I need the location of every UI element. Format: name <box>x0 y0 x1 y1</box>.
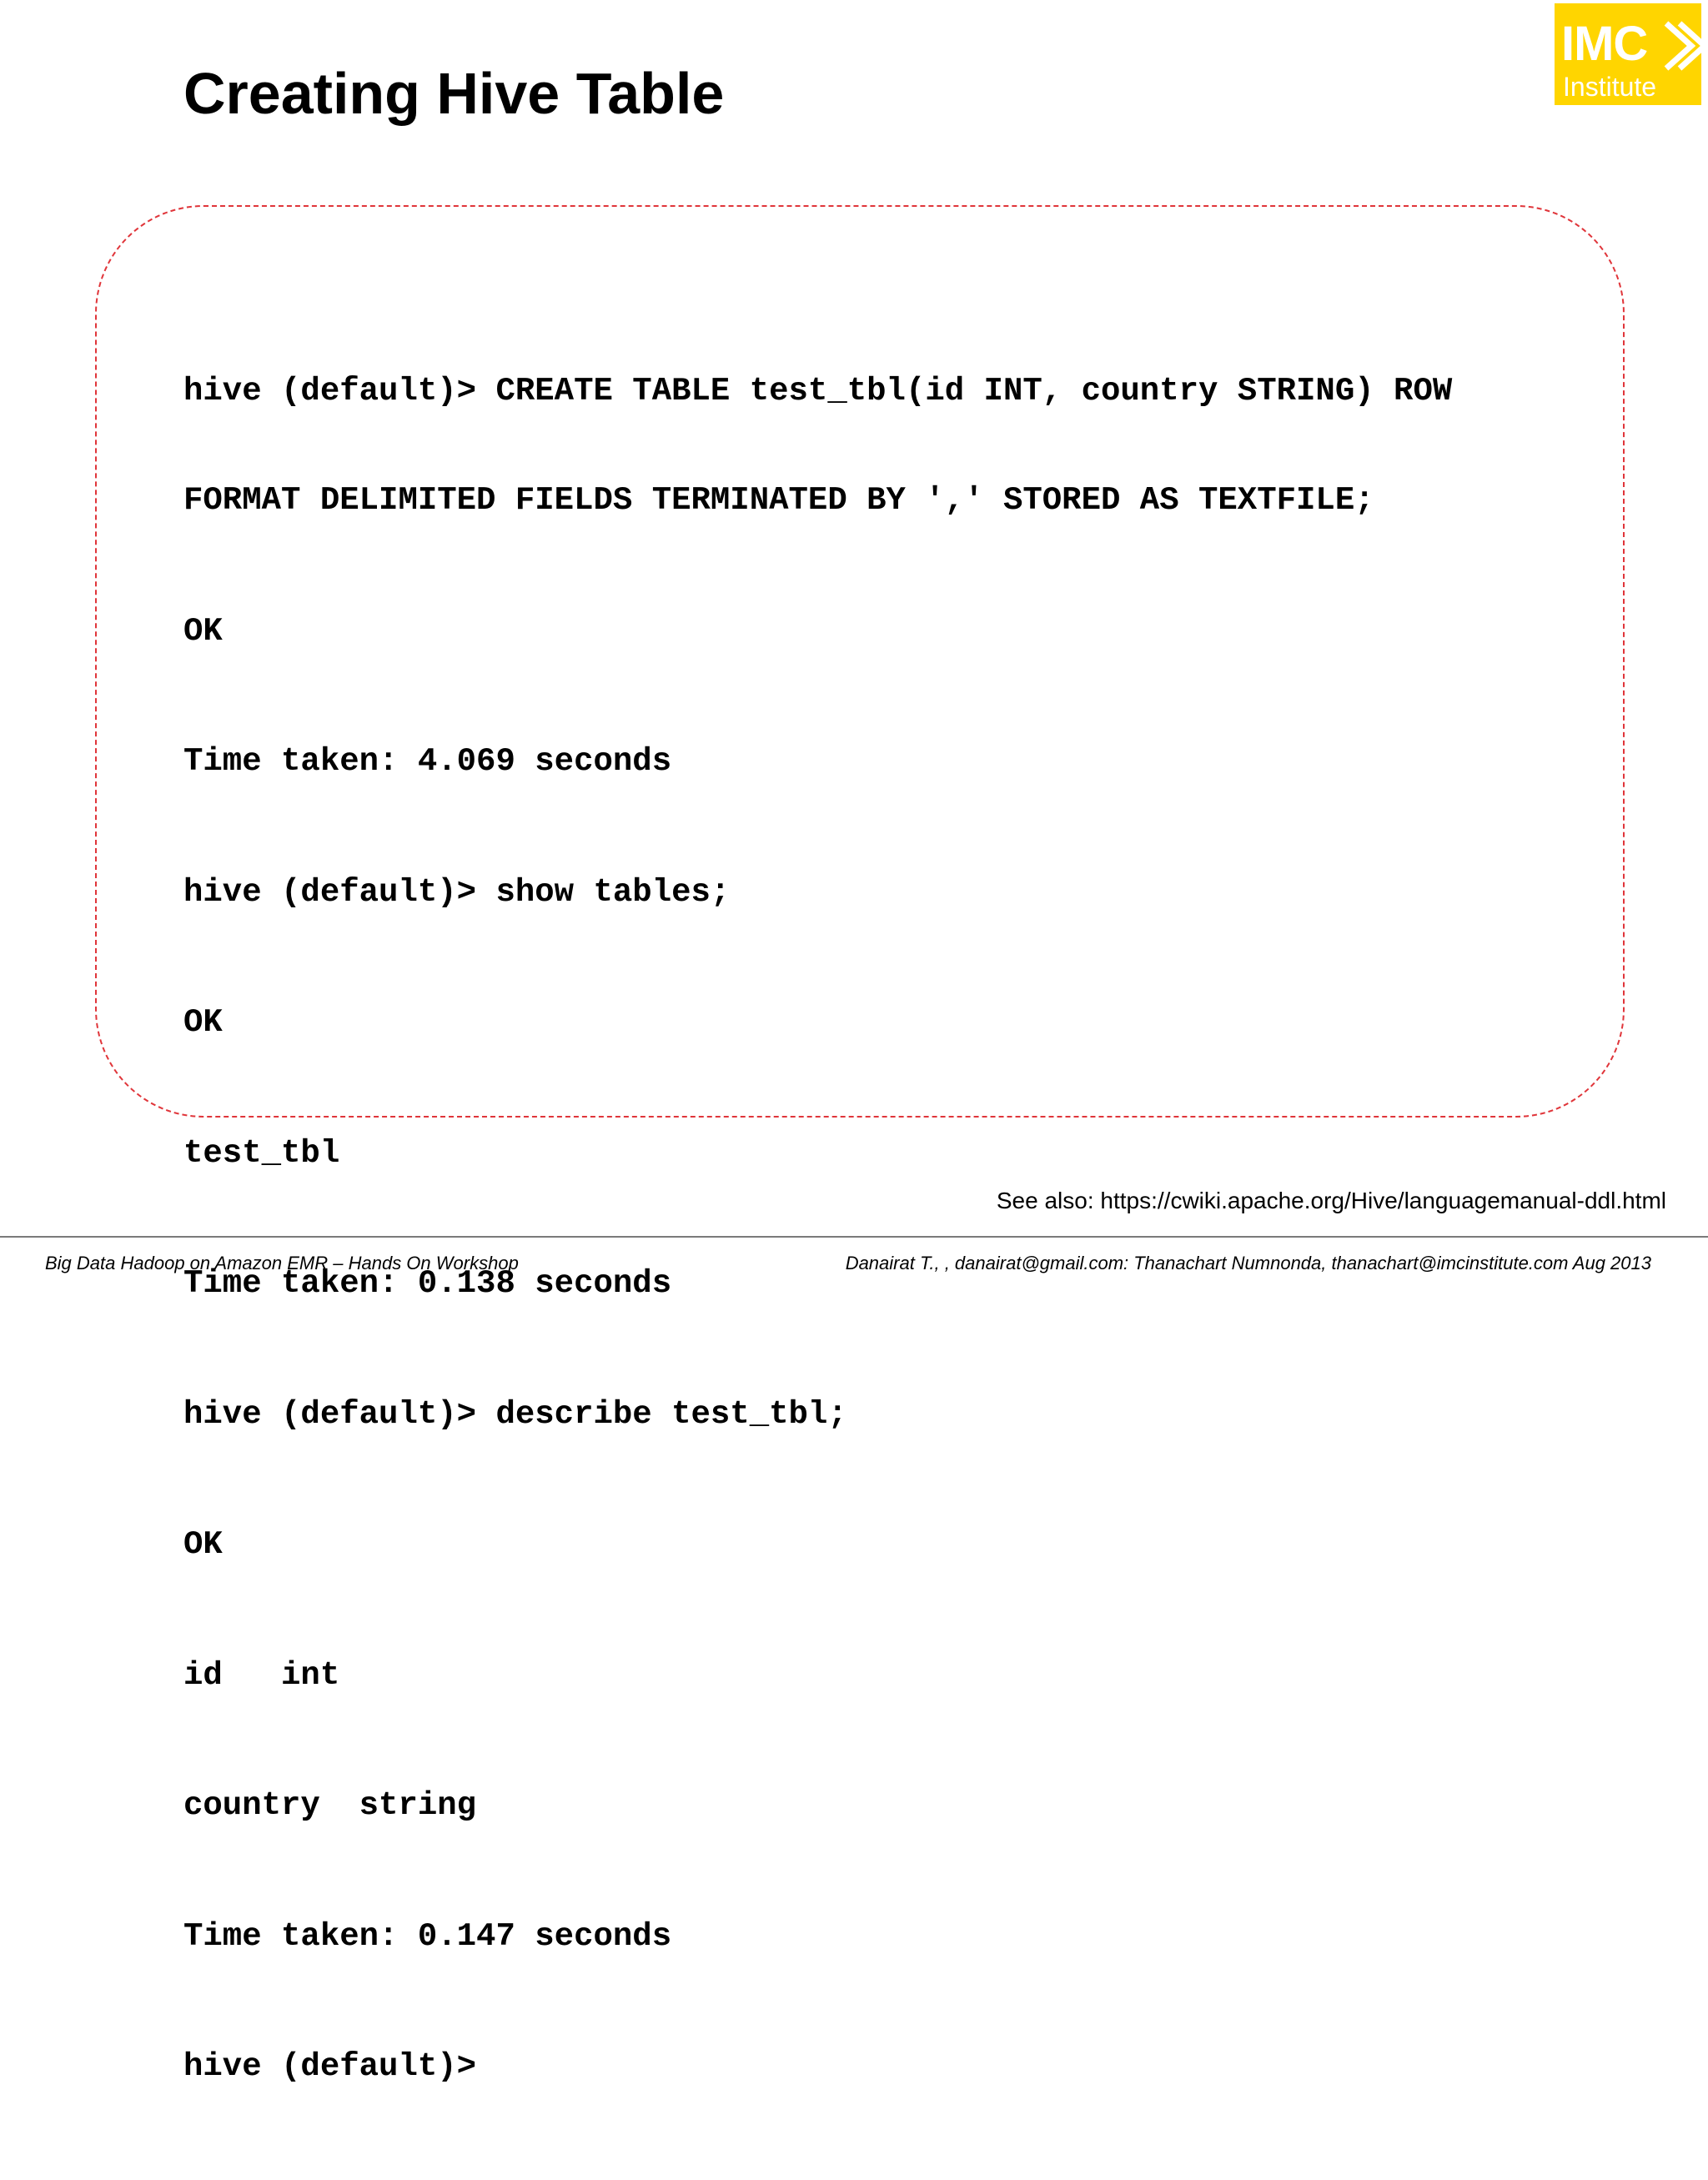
code-line: hive (default)> describe test_tbl; <box>183 1395 847 1433</box>
footer-divider <box>0 1236 1708 1238</box>
imc-institute-logo <box>1555 3 1701 105</box>
footer-authors: Danairat T., , danairat@gmail.com: Thanachart Numnonda, thanachart@imcinstitute.com Aug 2013 <box>845 1253 1651 1273</box>
code-line: country string <box>183 1787 477 1824</box>
code-line: Time taken: 0.138 seconds <box>183 1265 672 1302</box>
see-also-reference: See also: https://cwiki.apache.org/Hive/languagemanual-ddl.html <box>996 1188 1666 1213</box>
code-line: id int <box>183 1656 340 1694</box>
slide-title: Creating Hive Table <box>183 61 725 126</box>
code-line: OK <box>183 612 223 650</box>
code-line: hive (default)> show tables; <box>183 873 731 911</box>
footer-course-title: Big Data Hadoop on Amazon EMR – Hands On Workshop <box>45 1253 519 1273</box>
logo-main-text: IMC <box>1561 17 1648 71</box>
hive-terminal-code <box>183 300 1452 2180</box>
code-line: OK <box>183 1004 223 1041</box>
logo-chevron-icon <box>1661 17 1708 75</box>
code-line: hive (default)> <box>183 2048 477 2085</box>
code-line: Time taken: 0.147 seconds <box>183 1917 672 1955</box>
code-line: FORMAT DELIMITED FIELDS TERMINATED BY ',' STORED AS TEXTFILE; <box>183 482 1374 519</box>
code-line: hive (default)> CREATE TABLE test_tbl(id INT, country STRING) ROW <box>183 373 1453 409</box>
logo-sub-text: Institute <box>1563 72 1657 102</box>
code-line: OK <box>183 1526 223 1563</box>
code-line: test_tbl <box>183 1134 340 1172</box>
code-line: Time taken: 4.069 seconds <box>183 743 672 780</box>
